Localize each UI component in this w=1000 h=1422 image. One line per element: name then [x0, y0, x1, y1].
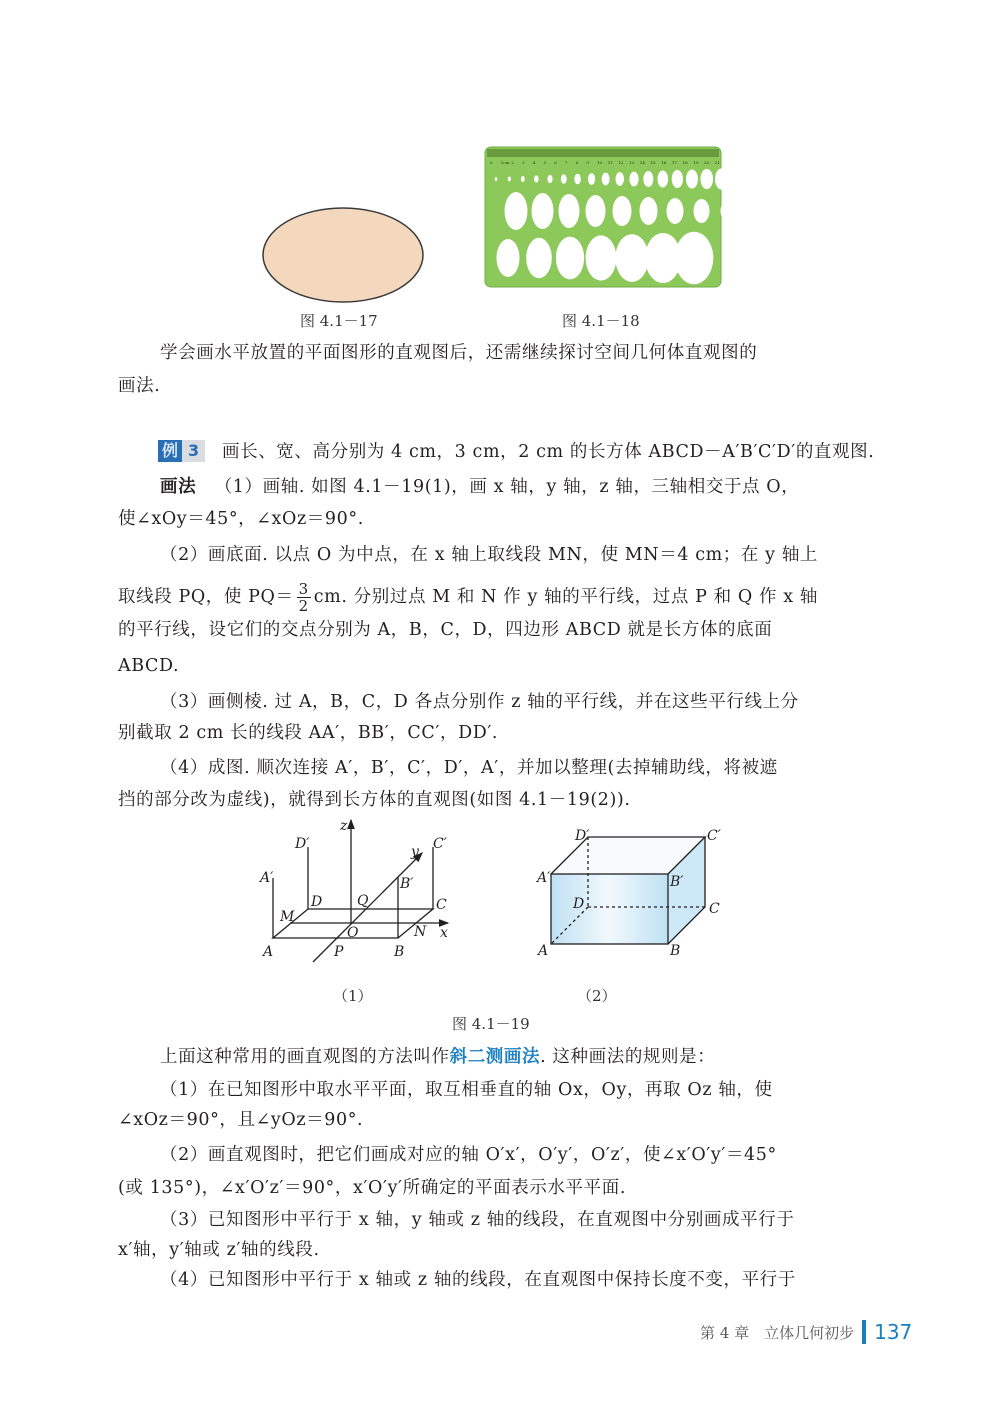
subfigure-label-1: （1） [333, 987, 373, 1005]
svg-text:B: B [670, 943, 681, 959]
ruler-number: 11 [607, 160, 613, 165]
ruler-number: 19 [693, 160, 699, 165]
paragraph-line: ABCD. [118, 656, 180, 676]
subfigure-label-2: （2） [577, 987, 617, 1005]
text-segment: 上面这种常用的画直观图的方法叫作 [160, 1047, 450, 1067]
svg-text:y: y [411, 844, 419, 860]
svg-text:C: C [709, 901, 720, 917]
paragraph-line: 挡的部分改为虚线)，就得到长方体的直观图(如图 4.1－19(2)). [118, 790, 631, 810]
text-segment: . 这种画法的规则是： [540, 1047, 716, 1067]
svg-text:M: M [280, 909, 295, 925]
svg-text:D: D [311, 894, 323, 910]
chapter-title: 第 4 章 立体几何初步 [700, 1323, 855, 1342]
svg-text:A′: A′ [537, 870, 551, 886]
ruler-number: 17 [671, 160, 677, 165]
figure-caption-18: 图 4.1－18 [562, 312, 640, 330]
fraction-denominator: 2 [298, 597, 309, 615]
ruler-number: 4 [532, 160, 536, 165]
svg-text:A: A [263, 944, 274, 960]
ruler-number: 5 [543, 160, 547, 165]
svg-text:A: A [538, 943, 549, 959]
svg-text:D′: D′ [575, 828, 590, 844]
paragraph-line: （3）已知图形中平行于 x 轴，y 轴或 z 轴的线段，在直观图中分别画成平行于 [160, 1210, 795, 1230]
page-number: 137 [874, 1320, 913, 1344]
method-label: 画法 [160, 477, 197, 497]
paragraph-line: （2）画底面. 以点 O 为中点，在 x 轴上取线段 MN，使 MN＝4 cm；在 y 轴上 [160, 545, 819, 565]
ruler-number: 20 [704, 160, 710, 165]
paragraph-line: x′轴，y′轴或 z′轴的线段. [118, 1240, 320, 1260]
paragraph-line: 使∠xOy＝45°，∠xOz＝90°. [118, 509, 364, 529]
paragraph-line: 的平行线，设它们的交点分别为 A，B，C，D，四边形 ABCD 就是长方体的底面 [118, 620, 773, 640]
svg-text:B′: B′ [400, 876, 414, 892]
page-footer [700, 1320, 912, 1344]
svg-text:O: O [347, 925, 359, 941]
svg-text:C: C [436, 897, 447, 913]
ruler-number: 7 [564, 160, 568, 165]
fraction-numerator: 3 [298, 580, 309, 598]
example-number: 3 [182, 440, 205, 462]
text-segment: cm. 分别过点 M 和 N 作 y 轴的平行线，过点 P 和 Q 作 x 轴 [313, 587, 819, 607]
svg-text:C′: C′ [707, 828, 721, 844]
ruler-number: 10 [597, 160, 603, 165]
svg-text:C′: C′ [433, 836, 447, 852]
figure-caption-19: 图 4.1－19 [452, 1015, 530, 1033]
ruler-number: 12 [618, 160, 624, 165]
term-oblique-dimetric: 斜二测画法 [449, 1047, 541, 1067]
ruler-number: 13 [629, 160, 635, 165]
paragraph-line: （2）画直观图时，把它们画成对应的轴 O′x′，O′y′，O′z′，使∠x′O′y′＝45° [160, 1145, 777, 1165]
svg-text:D′: D′ [295, 836, 310, 852]
svg-text:B: B [394, 944, 405, 960]
paragraph-line: （4）成图. 顺次连接 A′，B′，C′，D′，A′，并加以整理(去掉辅助线，将被遮 [160, 758, 778, 778]
diagram-1-labels [258, 818, 448, 960]
ruler-number: 14 [639, 160, 645, 165]
step1-text: （1）画轴. 如图 4.1－19(1)，画 x 轴，y 轴，z 轴，三轴相交于点 O， [214, 477, 800, 497]
ruler-number: 15 [650, 160, 656, 165]
paragraph-line: ∠xOz＝90°，且∠yOz＝90°. [118, 1110, 364, 1130]
ruler-number: 2 [511, 160, 514, 165]
paragraph-line: 别截取 2 cm 长的线段 AA′，BB′，CC′，DD′. [118, 723, 499, 743]
svg-text:B′: B′ [670, 874, 684, 890]
svg-text:A′: A′ [260, 870, 274, 886]
ruler-number: 9 [586, 160, 589, 165]
ruler-number: 6 [554, 160, 557, 165]
svg-text:z: z [340, 818, 348, 834]
paragraph-line [160, 1045, 715, 1069]
ruler-number: 8 [575, 160, 579, 165]
ruler-number: 3 [522, 160, 525, 165]
svg-text:D: D [573, 896, 585, 912]
svg-text:P: P [334, 944, 344, 960]
footer-divider [862, 1320, 866, 1344]
example-statement: 画长、宽、高分别为 4 cm，3 cm，2 cm 的长方体 ABCD－A′B′C′D′的直观图. [222, 442, 875, 462]
paragraph-line: 学会画水平放置的平面图形的直观图后，还需继续探讨空间几何体直观图的 [160, 343, 758, 363]
paragraph-line: (或 135°)，∠x′O′z′＝90°，x′O′y′所确定的平面表示水平平面. [118, 1178, 626, 1198]
svg-text:x: x [440, 925, 448, 941]
paragraph-line: （3）画侧棱. 过 A，B，C，D 各点分别作 z 轴的平行线，并在这些平行线上分 [160, 692, 799, 712]
ruler-number: 18 [682, 160, 688, 165]
example-word: 例 [158, 440, 182, 462]
paragraph-line: 画法. [118, 376, 161, 396]
paragraph-line: （4）已知图形中平行于 x 轴或 z 轴的线段，在直观图中保持长度不变，平行于 [160, 1270, 796, 1290]
ruler-number: 1cm [500, 160, 510, 165]
svg-text:Q: Q [357, 893, 369, 909]
figure-caption-17: 图 4.1－17 [300, 312, 378, 330]
ruler-number: 0 [490, 160, 493, 165]
paragraph-line: （1）在已知图形中取水平平面，取互相垂直的轴 Ox，Oy，再取 Oz 轴，使 [160, 1080, 773, 1100]
text-segment: 取线段 PQ，使 PQ＝ [118, 587, 294, 607]
ruler-number: 16 [661, 160, 667, 165]
svg-text:N: N [414, 924, 427, 940]
diagram-2-cuboid [551, 837, 705, 944]
ruler-number: 21 [714, 160, 720, 165]
